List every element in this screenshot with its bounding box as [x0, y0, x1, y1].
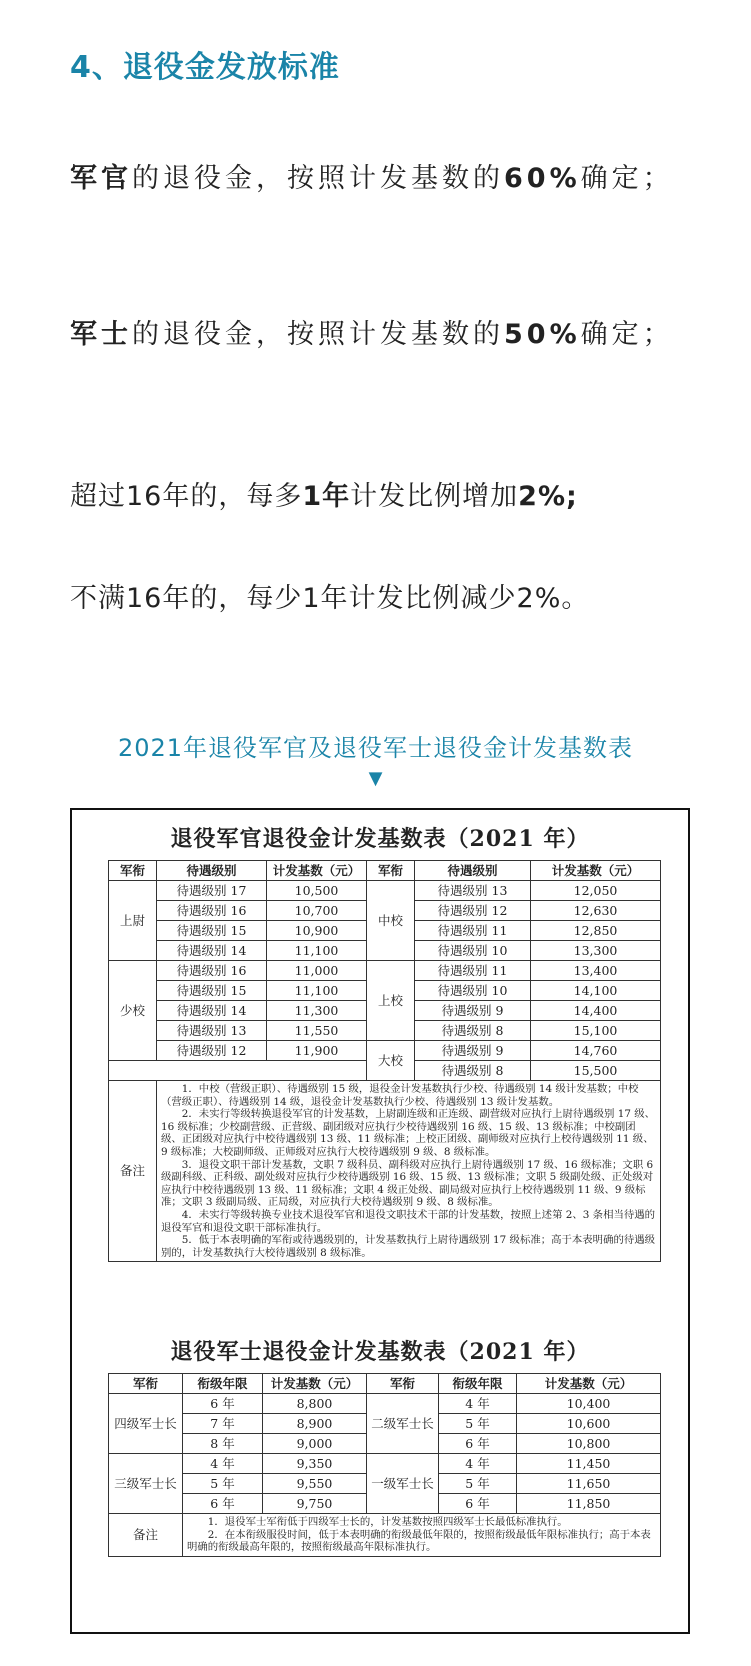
table-cell: 11,100	[267, 981, 367, 1001]
paragraph-text: 确定；	[580, 319, 674, 350]
table-cell: 8,800	[263, 1394, 367, 1414]
note-item: 3．退役文职干部计发基数，文职 7 级科员、副科级对应执行上尉待遇级别 17 级、16 级标准；文职 6 级副科级、正科级、副处级对应执行少校待遇级别 16 级、15 级、13 级标准；文职 5 级副处级、正处级对应执行中校待遇级别 13 级、11 级标准；文职 4 级正处级、副局级对应执行上校待遇级别 11 级、9 级标准；文职 3 级副局级、正局级，对应执行大校待遇级别 9 级、8 级标准。	[161, 1158, 654, 1209]
table-cell: 5 年	[439, 1474, 517, 1494]
nco-table	[108, 1373, 661, 1557]
table-cell: 9,550	[263, 1474, 367, 1494]
table-cell: 11,000	[267, 961, 367, 981]
paragraph-bold: 2%;	[518, 481, 578, 512]
paragraph-nco	[70, 306, 690, 364]
table-cell: 4 年	[439, 1454, 517, 1474]
paragraph-over-16	[70, 468, 690, 526]
table-row	[109, 1041, 661, 1061]
table-cell: 9,000	[263, 1434, 367, 1454]
table-row	[109, 1394, 661, 1414]
table-cell: 15,100	[531, 1021, 661, 1041]
table-cell: 5 年	[439, 1414, 517, 1434]
notes-label: 备注	[109, 1514, 183, 1557]
header-cell: 军衔	[367, 1374, 439, 1394]
table-cell: 13,300	[531, 941, 661, 961]
header-cell: 军衔	[367, 861, 415, 881]
table-cell: 9,350	[263, 1454, 367, 1474]
header-cell: 军衔	[109, 1374, 183, 1394]
paragraph-text: 确定；	[580, 163, 674, 194]
table-cell: 待遇级别 11	[415, 961, 531, 981]
table-cell: 待遇级别 11	[415, 921, 531, 941]
table-cell: 待遇级别 12	[415, 901, 531, 921]
table-cell: 待遇级别 15	[157, 981, 267, 1001]
notes-row	[109, 1514, 661, 1557]
table-header-row	[109, 861, 661, 881]
rank-cell: 中校	[367, 881, 415, 961]
rank-cell: 一级军士长	[367, 1454, 439, 1514]
table-cell: 待遇级别 12	[157, 1041, 267, 1061]
table-cell: 待遇级别 17	[157, 881, 267, 901]
header-cell: 计发基数（元）	[517, 1374, 661, 1394]
rank-cell: 少校	[109, 961, 157, 1061]
table-cell: 待遇级别 16	[157, 961, 267, 981]
table-cell: 待遇级别 13	[157, 1021, 267, 1041]
table-cell: 11,900	[267, 1041, 367, 1061]
header-cell: 待遇级别	[157, 861, 267, 881]
table-cell: 11,300	[267, 1001, 367, 1021]
table-cell: 7 年	[183, 1414, 263, 1434]
table-header-row	[109, 1374, 661, 1394]
table-cell: 待遇级别 15	[157, 921, 267, 941]
table-cell: 10,400	[517, 1394, 661, 1414]
table-cell: 10,800	[517, 1434, 661, 1454]
table-cell: 4 年	[439, 1394, 517, 1414]
table-cell: 14,100	[531, 981, 661, 1001]
table-cell: 11,650	[517, 1474, 661, 1494]
nco-percent: 50%	[504, 319, 581, 350]
header-cell: 衔级年限	[183, 1374, 263, 1394]
nco-label: 军士	[70, 319, 132, 350]
rank-cell: 三级军士长	[109, 1454, 183, 1514]
header-cell: 计发基数（元）	[531, 861, 661, 881]
table-cell: 6 年	[183, 1494, 263, 1514]
table-cell: 6 年	[439, 1434, 517, 1454]
table-caption: 2021年退役军官及退役军士退役金计发基数表	[117, 734, 634, 762]
notes-row	[109, 1081, 661, 1262]
table-row	[109, 881, 661, 901]
table-cell: 15,500	[531, 1061, 661, 1081]
table-cell: 12,850	[531, 921, 661, 941]
table-cell: 6 年	[439, 1494, 517, 1514]
table-cell: 10,600	[517, 1414, 661, 1434]
table-row	[109, 961, 661, 981]
table-cell: 11,550	[267, 1021, 367, 1041]
rank-cell: 上校	[367, 961, 415, 1041]
header-cell: 计发基数（元）	[267, 861, 367, 881]
table-cell: 待遇级别 10	[415, 941, 531, 961]
table-cell: 5 年	[183, 1474, 263, 1494]
paragraph-text: 的退役金，按照计发基数的	[132, 163, 504, 194]
note-item: 2．未实行等级转换退役军官的计发基数，上尉副连级和正连级、副营级对应执行上尉待遇级别 17 级、16 级标准；少校副营级、正营级、副团级对应执行少校待遇级别 16 级、15 级、13 级标准；中校副团级、正团级对应执行中校待遇级别 13 级、11 级标准；上校正团级、副师级对应执行上校待遇级别 11 级、9 级标准；大校副师级、正师级对应执行大校待遇级别 9 级、8 级标准。	[161, 1108, 656, 1158]
header-cell: 军衔	[109, 861, 157, 881]
table-cell: 11,100	[267, 941, 367, 961]
table-cell: 待遇级别 10	[415, 981, 531, 1001]
scanned-document	[70, 808, 690, 1634]
paragraph-under-16	[70, 570, 690, 628]
table-cell: 待遇级别 9	[415, 1001, 531, 1021]
table-cell: 8,900	[263, 1414, 367, 1434]
table-cell: 10,700	[267, 901, 367, 921]
table-cell: 待遇级别 16	[157, 901, 267, 921]
table-cell: 14,760	[531, 1041, 661, 1061]
paragraph-bold: 1年	[302, 481, 351, 512]
paragraph-text: 不满16年的，每少1年计发比例减少2%。	[70, 583, 590, 614]
officer-label: 军官	[70, 163, 132, 194]
table-cell: 待遇级别 13	[415, 881, 531, 901]
table-cell: 12,630	[531, 901, 661, 921]
table-cell: 10,500	[267, 881, 367, 901]
table-cell: 6 年	[183, 1394, 263, 1414]
header-cell: 待遇级别	[415, 861, 531, 881]
table-cell: 11,450	[517, 1454, 661, 1474]
table-cell: 9,750	[263, 1494, 367, 1514]
notes-cell	[157, 1081, 661, 1262]
table-cell: 待遇级别 9	[415, 1041, 531, 1061]
table-cell: 12,050	[531, 881, 661, 901]
table-cell: 11,850	[517, 1494, 661, 1514]
note-item: 2．在本衔级服役时间，低于本表明确的衔级最低年限的，按照衔级最低年限标准执行；高于本表明确的衔级最高年限的，按照衔级最高年限标准执行。	[187, 1528, 651, 1554]
header-cell: 计发基数（元）	[263, 1374, 367, 1394]
officer-table-title: 退役军官退役金计发基数表（2021 年）	[170, 826, 590, 852]
notes-cell	[183, 1514, 661, 1557]
rank-cell: 大校	[367, 1041, 415, 1081]
officer-table	[108, 860, 661, 1262]
table-cell: 待遇级别 14	[157, 941, 267, 961]
table-cell: 待遇级别 8	[415, 1021, 531, 1041]
rank-cell: 四级军士长	[109, 1394, 183, 1454]
table-cell: 4 年	[183, 1454, 263, 1474]
paragraph-officer	[70, 150, 690, 208]
paragraph-text: 计发比例增加	[350, 481, 519, 512]
officer-percent: 60%	[504, 163, 581, 194]
note-item: 4．未实行等级转换专业技术退役军官和退役文职技术干部的计发基数，按照上述第 2、3 条相当待遇的退役军官和退役文职干部标准执行。	[161, 1208, 656, 1234]
table-cell: 待遇级别 8	[415, 1061, 531, 1081]
note-item: 1．退役军士军衔低于四级军士长的，计发基数按照四级军士长最低标准执行。	[207, 1516, 568, 1528]
rank-cell: 二级军士长	[367, 1394, 439, 1454]
header-cell: 衔级年限	[439, 1374, 517, 1394]
table-cell: 8 年	[183, 1434, 263, 1454]
paragraph-text: 超过16年的，每多	[70, 481, 303, 512]
rank-cell: 上尉	[109, 881, 157, 961]
caption-arrow-icon: ▼	[368, 768, 383, 789]
table-row	[109, 1454, 661, 1474]
table-cell: 待遇级别 14	[157, 1001, 267, 1021]
paragraph-text: 的退役金，按照计发基数的	[132, 319, 504, 350]
nco-table-title: 退役军士退役金计发基数表（2021 年）	[170, 1339, 590, 1365]
section-heading: 4、退役金发放标准	[70, 50, 340, 85]
table-cell: 14,400	[531, 1001, 661, 1021]
note-item: 5．低于本表明确的军衔或待遇级别的，计发基数执行上尉待遇级别 17 级标准；高于本表明确的待遇级别的，计发基数执行大校待遇级别 8 级标准。	[161, 1234, 656, 1259]
notes-label: 备注	[109, 1081, 157, 1262]
table-cell: 13,400	[531, 961, 661, 981]
empty-cell	[109, 1061, 367, 1081]
note-item: 1．中校（营级正职）、待遇级别 15 级，退役金计发基数执行少校、待遇级别 14 级计发基数；中校（营级正职）、待遇级别 14 级，退役金计发基数执行少校、待遇级别 13 级计发基数。	[161, 1083, 639, 1108]
table-cell: 10,900	[267, 921, 367, 941]
